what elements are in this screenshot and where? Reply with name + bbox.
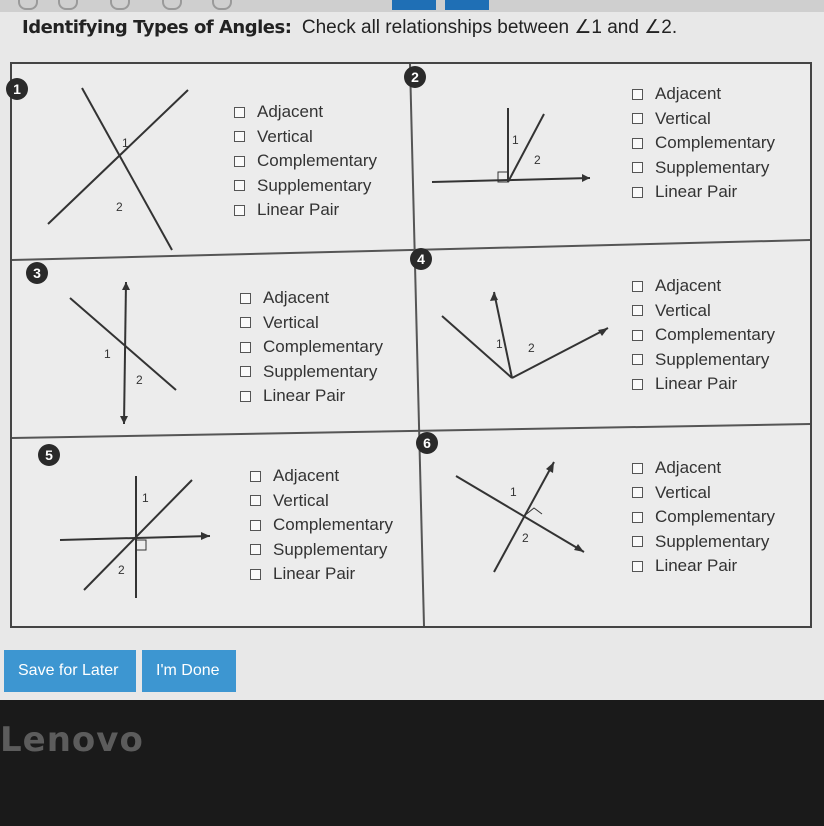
option-vertical[interactable]: Vertical (632, 107, 775, 132)
brand-logo: Lenovo (0, 720, 144, 760)
checkbox[interactable] (632, 487, 643, 498)
grid-icon[interactable] (212, 0, 232, 10)
option-linear-pair[interactable]: Linear Pair (240, 384, 383, 409)
problem-1-diagram (42, 84, 192, 254)
checkbox[interactable] (234, 107, 245, 118)
angle-1-label: 1 (122, 136, 129, 150)
angle-1-label: 1 (510, 485, 517, 499)
checkbox[interactable] (234, 131, 245, 142)
problem-5-options (250, 464, 393, 587)
checkbox[interactable] (632, 536, 643, 547)
worksheet-header (22, 16, 677, 39)
checkbox[interactable] (234, 180, 245, 191)
angle-1-label: 1 (142, 491, 149, 505)
checkbox[interactable] (240, 391, 251, 402)
option-vertical[interactable]: Vertical (234, 125, 377, 150)
angle-1-label: 1 (512, 133, 519, 147)
problem-number-badge: 6 (416, 432, 438, 454)
checkbox[interactable] (632, 379, 643, 390)
angle-2-label: 2 (116, 200, 123, 214)
option-complementary[interactable]: Complementary (632, 323, 775, 348)
option-supplementary[interactable]: Supplementary (240, 360, 383, 385)
checkbox[interactable] (240, 366, 251, 377)
checkbox[interactable] (250, 471, 261, 482)
problem-3-diagram (62, 278, 182, 428)
option-supplementary[interactable]: Supplementary (632, 348, 775, 373)
problem-number-badge: 5 (38, 444, 60, 466)
option-complementary[interactable]: Complementary (632, 131, 775, 156)
problem-3-options (240, 286, 383, 409)
problem-6-options (632, 456, 775, 579)
option-adjacent[interactable]: Adjacent (250, 464, 393, 489)
checkbox[interactable] (632, 138, 643, 149)
problem-5-diagram (56, 472, 216, 602)
angle-2-label: 2 (118, 563, 125, 577)
checkbox[interactable] (632, 187, 643, 198)
circle-tool-icon[interactable] (18, 0, 38, 10)
option-vertical[interactable]: Vertical (632, 481, 775, 506)
option-complementary[interactable]: Complementary (250, 513, 393, 538)
checkbox[interactable] (632, 512, 643, 523)
problem-4-options (632, 274, 775, 397)
zoom-icon[interactable] (162, 0, 182, 10)
angle-2-label: 2 (136, 373, 143, 387)
problem-number-badge: 4 (410, 248, 432, 270)
option-supplementary[interactable]: Supplementary (632, 156, 775, 181)
angle-2-label: 2 (522, 531, 529, 545)
checkbox[interactable] (250, 569, 261, 580)
checkbox[interactable] (240, 342, 251, 353)
checkbox[interactable] (632, 330, 643, 341)
checkbox[interactable] (632, 354, 643, 365)
checkbox[interactable] (632, 89, 643, 100)
checkbox[interactable] (632, 113, 643, 124)
problem-2-options (632, 82, 775, 205)
option-adjacent[interactable]: Adjacent (632, 274, 775, 299)
active-tool-tab[interactable] (445, 0, 489, 10)
problem-6-diagram (450, 456, 590, 576)
checkbox[interactable] (632, 305, 643, 316)
checkbox[interactable] (250, 495, 261, 506)
option-complementary[interactable]: Complementary (240, 335, 383, 360)
option-linear-pair[interactable]: Linear Pair (250, 562, 393, 587)
angle-1-label: 1 (104, 347, 111, 361)
laptop-bezel (0, 700, 824, 826)
angle-2-label: 2 (534, 153, 541, 167)
checkbox[interactable] (632, 561, 643, 572)
checkbox[interactable] (632, 463, 643, 474)
option-linear-pair[interactable]: Linear Pair (234, 198, 377, 223)
checkbox[interactable] (234, 205, 245, 216)
save-for-later-button[interactable]: Save for Later (4, 650, 136, 692)
worksheet-instructions: Check all relationships between ∠1 and ∠2. (301, 17, 678, 38)
problem-number-badge: 1 (6, 78, 28, 100)
circle-tool-icon[interactable] (58, 0, 78, 10)
checkbox[interactable] (250, 520, 261, 531)
zoom-icon[interactable] (110, 0, 130, 10)
problem-1-options (234, 100, 377, 223)
problem-number-badge: 3 (26, 262, 48, 284)
option-adjacent[interactable]: Adjacent (632, 456, 775, 481)
problem-4-diagram (436, 286, 616, 386)
option-linear-pair[interactable]: Linear Pair (632, 554, 775, 579)
option-vertical[interactable]: Vertical (240, 311, 383, 336)
problem-2-diagram (426, 94, 596, 194)
option-vertical[interactable]: Vertical (632, 299, 775, 324)
worksheet-title: Identifying Types of Angles: (22, 17, 292, 38)
checkbox[interactable] (632, 281, 643, 292)
option-supplementary[interactable]: Supplementary (234, 174, 377, 199)
checkbox[interactable] (240, 293, 251, 304)
checkbox[interactable] (234, 156, 245, 167)
problem-number-badge: 2 (404, 66, 426, 88)
option-linear-pair[interactable]: Linear Pair (632, 372, 775, 397)
option-adjacent[interactable]: Adjacent (240, 286, 383, 311)
option-supplementary[interactable]: Supplementary (250, 538, 393, 563)
active-tool-tab[interactable] (392, 0, 436, 10)
checkbox[interactable] (250, 544, 261, 555)
angle-2-label: 2 (528, 341, 535, 355)
im-done-button[interactable]: I'm Done (142, 650, 236, 692)
drawing-toolbar (0, 0, 824, 12)
worksheet-grid (10, 62, 812, 628)
option-complementary[interactable]: Complementary (234, 149, 377, 174)
option-complementary[interactable]: Complementary (632, 505, 775, 530)
checkbox[interactable] (632, 162, 643, 173)
option-adjacent[interactable]: Adjacent (632, 82, 775, 107)
checkbox[interactable] (240, 317, 251, 328)
option-linear-pair[interactable]: Linear Pair (632, 180, 775, 205)
angle-1-label: 1 (496, 337, 503, 351)
option-vertical[interactable]: Vertical (250, 489, 393, 514)
option-adjacent[interactable]: Adjacent (234, 100, 377, 125)
option-supplementary[interactable]: Supplementary (632, 530, 775, 555)
